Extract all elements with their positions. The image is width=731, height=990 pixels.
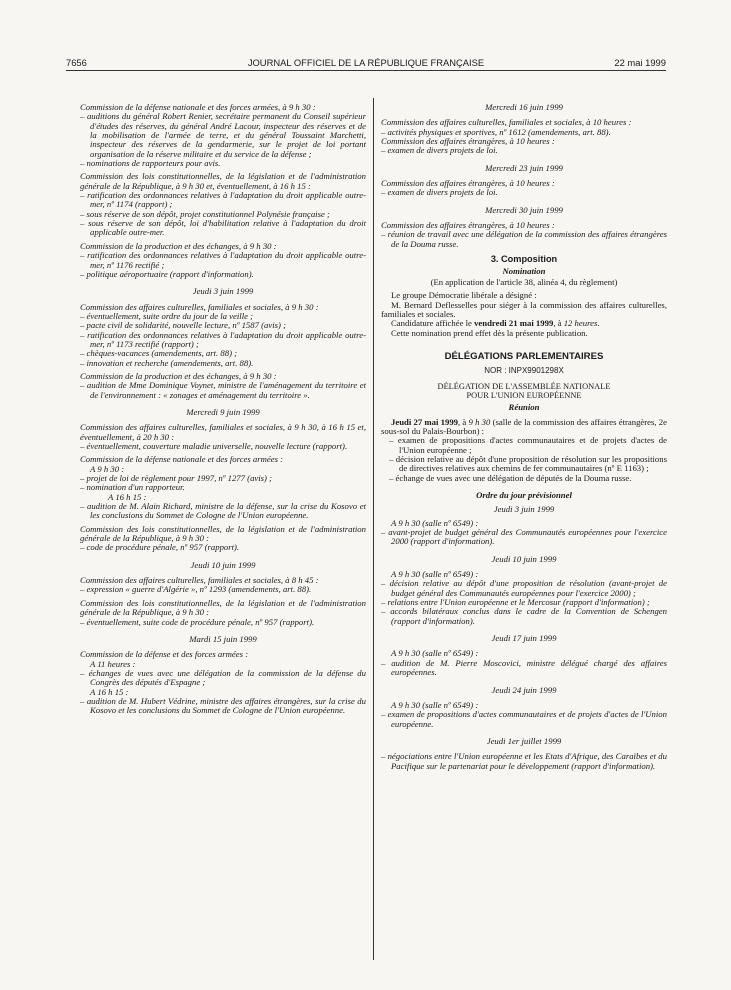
delegation-title: DÉLÉGATION DE L'ASSEMBLÉE NATIONALE — [437, 381, 611, 391]
committee-title: Commission des affaires culturelles, familiales et sociales, à 8 h 45 : — [80, 575, 319, 586]
agenda-item: – ratification des ordonnances relatives à l'adaptation du droit applicable outre-mer, nº 1173 rectifié (rapport) ; — [80, 329, 366, 349]
agenda-block — [80, 423, 366, 451]
text-span: 12 heures — [563, 318, 598, 329]
committee-title: Commission des affaires étrangères, à 10 heures : — [381, 178, 555, 189]
paragraph: Cette nomination prend effet dès la présente publication. — [391, 327, 588, 338]
day-heading: Jeudi 3 juin 1999 — [192, 286, 254, 297]
agenda-item: – décision relative au dépôt d'une proposition de résolution sur les propositions de directives relatives aux chemins de fer communautaires (nº E 1163) ; — [389, 453, 667, 474]
agenda-item: – sous réserve de son dépôt, projet constitutionnel Polynésie française ; — [80, 208, 330, 219]
agenda-item: – chèques-vacances (amendements, art. 88) ; — [80, 348, 238, 359]
agenda-item: – avant-projet de budget général des Communautés européennes pour l'exercice 2000 (rapport d'information). — [381, 527, 667, 547]
agenda-item: – examen de propositions d'actes communautaires et de projets d'actes de l'Union européenne. — [381, 709, 667, 729]
agenda-item: – projet de loi de règlement pour 1997, nº 1277 (avis) ; — [80, 473, 273, 484]
agenda-item: – activités physiques et sportives, nº 1612 (amendements, art. 88). — [381, 126, 611, 137]
agenda-block — [80, 372, 366, 400]
committee-title: Commission de la production et des échanges, à 9 h 30 : — [80, 370, 277, 381]
nor-reference: NOR : INPX9901298X — [484, 366, 564, 376]
time-label: A 9 h 30 (salle nº 6549) : — [391, 699, 479, 710]
agenda-item: – ratification des ordonnances relatives à l'adaptation du droit applicable outre-mer, nº 1174 (rapport) ; — [80, 190, 366, 210]
agenda-block — [381, 179, 667, 198]
time-label: A 16 h 15 : — [90, 686, 129, 697]
subsection-heading: Nomination — [502, 266, 546, 277]
agenda-item: – éventuellement, suite ordre du jour de la veille ; — [80, 310, 254, 321]
agenda-item: – expression « guerre d'Algérie », nº 1293 (amendements, art. 88). — [80, 584, 312, 595]
agenda-item: – innovation et recherche (amendements, art. 88). — [80, 357, 254, 368]
committee-title: Commission des lois constitutionnelles, de la législation et de l'administration générale de la République, à 9 h 30 : — [80, 523, 366, 544]
agenda-item: – négociations entre l'Union européenne et les Etats d'Afrique, des Caraïbes et du Pacifique sur le partenariat pour le développement (rapport d'information). — [381, 751, 667, 771]
day-heading: Jeudi 24 juin 1999 — [491, 684, 557, 695]
section-heading: DÉLÉGATIONS PARLEMENTAIRES — [444, 350, 604, 362]
text-span: 9 h 30 — [468, 416, 491, 427]
agenda-item: – examen de propositions d'actes communautaires et de projets d'actes de l'Union européenne ; — [389, 435, 667, 455]
day-heading: Mardi 15 juin 1999 — [189, 633, 257, 644]
agenda-item: – ratification des ordonnances relatives à l'adaptation du droit applicable outre-mer, nº 1176 rectifié ; — [80, 250, 366, 270]
page-number: 7656 — [66, 57, 87, 68]
time-label: A 9 h 30 (salle nº 6549) : — [391, 648, 479, 659]
agenda-block — [80, 103, 366, 168]
day-heading: Jeudi 3 juin 1999 — [493, 504, 555, 515]
time-label: A 9 h 30 (salle nº 6549) : — [391, 569, 479, 580]
day-heading: Mercredi 16 juin 1999 — [485, 102, 563, 112]
agenda-block — [381, 221, 667, 249]
agenda-item: – code de procédure pénale, nº 957 (rapport). — [80, 542, 240, 553]
agenda-item: – sous réserve de son dépôt, loi d'habilitation relative à l'adaptation du droit applicable outre-mer. — [80, 218, 366, 238]
text-span: Jeudi 27 mai 1999 — [391, 416, 459, 427]
time-label: A 9 h 30 (salle nº 6549) : — [391, 517, 479, 528]
agenda-block — [80, 455, 366, 520]
paragraph: M. Bernard Deflesselles pour siéger à la commission des affaires culturelles, familiales et sociales. — [381, 299, 667, 319]
day-heading: Jeudi 10 juin 1999 — [491, 553, 557, 564]
agenda-item: – audition de M. Alain Richard, ministre de la défense, sur la crise du Kosovo et les conclusions du Sommet de Cologne de l'Union européenne. — [80, 501, 366, 521]
day-heading: Mercredi 23 juin 1999 — [485, 162, 563, 173]
text-span: Candidature affichée le — [391, 318, 475, 329]
agenda-item: – nomination d'un rapporteur. — [80, 482, 185, 493]
agenda-block — [80, 576, 366, 595]
journal-title: JOURNAL OFFICIEL DE LA RÉPUBLIQUE FRANÇAISE — [247, 57, 485, 68]
column-divider — [373, 98, 374, 960]
delegation-title: POUR L'UNION EUROPÉENNE — [466, 390, 582, 400]
day-heading: Mercredi 30 juin 1999 — [485, 204, 563, 215]
agenda-item: – réunion de travail avec une délégation de la commission des affaires étrangères de la Douma russe. — [381, 229, 667, 249]
day-heading: Jeudi 17 juin 1999 — [491, 633, 557, 644]
agenda-item: – éventuellement, couverture maladie universelle, nouvelle lecture (rapport). — [80, 441, 348, 451]
committee-title: Commission de la production et des échanges, à 9 h 30 : — [80, 240, 277, 251]
text-span: , à — [458, 416, 469, 427]
agenda-item: – audition de M. Pierre Moscovici, ministre délégué chargé des affaires européennes. — [381, 657, 667, 678]
committee-title: Commission de la défense nationale et des forces armées, à 9 h 30 : — [80, 102, 316, 112]
page-header — [66, 57, 666, 71]
committee-title: Commission des affaires étrangères, à 10 heures : — [381, 220, 555, 231]
agenda-item: – relations entre l'Union européenne et le Mercosur (rapport d'information) ; — [381, 597, 650, 608]
text-span: . — [597, 318, 600, 329]
text-span: , à — [553, 318, 564, 329]
day-heading: Jeudi 1er juillet 1999 — [486, 735, 562, 746]
agenda-block — [80, 242, 366, 279]
committee-title: Commission des lois constitutionnelles, de la législation et de l'administration générale de la République, à 9 h 30 : — [80, 597, 366, 618]
time-label: A 9 h 30 : — [90, 463, 125, 474]
left-column — [80, 103, 366, 720]
committee-title: Commission de la défense et des forces armées : — [80, 649, 249, 660]
committee-title: Commission des affaires culturelles, familiales et sociales, à 10 heures : — [381, 117, 632, 128]
committee-title: Commission de la défense nationale et des forces armées : — [80, 454, 284, 465]
agenda-item: – auditions du général Robert Renier, secrétaire permanent du Conseil supérieur d'études des réserves, du général André Lacour, inspecteur des réserves et de la mobilisation de l'armée de terre, et du général Toussaint Marchetti, inspecteur des réserves de la gendarmerie, sur le projet de loi portant organisation de la réserve militaire et du service de la défense ; — [80, 111, 366, 159]
committee-title: Commission des affaires culturelles, familiales et sociales, à 9 h 30 : — [80, 301, 319, 312]
paragraph: Le groupe Démocratie libérale a désigné : — [391, 290, 537, 301]
agenda-item: – pacte civil de solidarité, nouvelle lecture, nº 1587 (avis) ; — [80, 320, 286, 331]
agenda-block — [80, 172, 366, 237]
legal-reference: (En application de l'article 38, alinéa 4, du règlement) — [430, 276, 618, 287]
agenda-item: – éventuellement, suite code de procédure pénale, nº 957 (rapport). — [80, 616, 315, 627]
agenda-block — [80, 650, 366, 715]
time-label: A 11 heures : — [90, 658, 136, 669]
paragraph — [381, 418, 667, 437]
day-heading: Jeudi 10 juin 1999 — [190, 559, 256, 570]
day-heading: Mercredi 9 juin 1999 — [186, 406, 260, 417]
subsection-heading: Réunion — [508, 402, 540, 413]
agenda-item: – politique aéroportuaire (rapport d'information). — [80, 268, 254, 279]
header-rule — [66, 70, 666, 71]
section-heading: 3. Composition — [490, 254, 558, 265]
agenda-block — [381, 118, 667, 155]
agenda-item: – nominations de rapporteurs pour avis. — [80, 158, 221, 169]
agenda-item: – examen de divers projets de loi. — [381, 187, 498, 198]
agenda-item: – accords bilatéraux conclus dans le cadre de la Convention de Schengen (rapport d'information). — [381, 606, 667, 626]
agenda-item: – échange de vues avec une délégation de députés de la Douma russe. — [389, 472, 632, 483]
agenda-item: – audition de Mme Dominique Voynet, ministre de l'aménagement du territoire et de l'environnement : « zonages et aménagement du territoire ». — [80, 380, 366, 400]
agenda-block — [80, 599, 366, 627]
text-span: vendredi 21 mai 1999 — [474, 318, 554, 329]
agenda-item: – audition de M. Hubert Védrine, ministre des affaires étrangères, sur la crise du Kosovo et les conclusions du Sommet de Cologne de l'Union européenne. — [80, 695, 366, 716]
committee-title: Commission des affaires étrangères, à 10 heures : — [381, 136, 555, 147]
agenda-item: – échanges de vues avec une délégation de la commission de la défense du Congrès des députés d'Espagne ; — [80, 667, 366, 688]
right-column — [381, 103, 667, 771]
issue-date: 22 mai 1999 — [614, 57, 666, 68]
agenda-block — [80, 303, 366, 368]
text-span: (salle de la commission des affaires étrangères, 2e sous-sol du Palais-Bourbon) : — [381, 416, 668, 436]
agenda-item: – décision relative au dépôt d'une proposition de résolution (avant-projet de budget général des Communautés européennes pour l'exercice 2000) ; — [381, 578, 667, 598]
agenda-block — [80, 525, 366, 553]
committee-title: Commission des affaires culturelles, familiales et sociales, à 9 h 30, à 16 h 15 et, éventuellement, à 20 h 30 : — [80, 422, 366, 442]
time-label: A 16 h 15 : — [108, 491, 147, 502]
subsection-heading: Ordre du jour prévisionnel — [476, 490, 572, 500]
committee-title: Commission des lois constitutionnelles, de la législation et de l'administration générale de la République, à 9 h 30 et, éventuellement, à 16 h 15 : — [80, 171, 366, 191]
agenda-item: – examen de divers projets de loi. — [381, 145, 498, 156]
